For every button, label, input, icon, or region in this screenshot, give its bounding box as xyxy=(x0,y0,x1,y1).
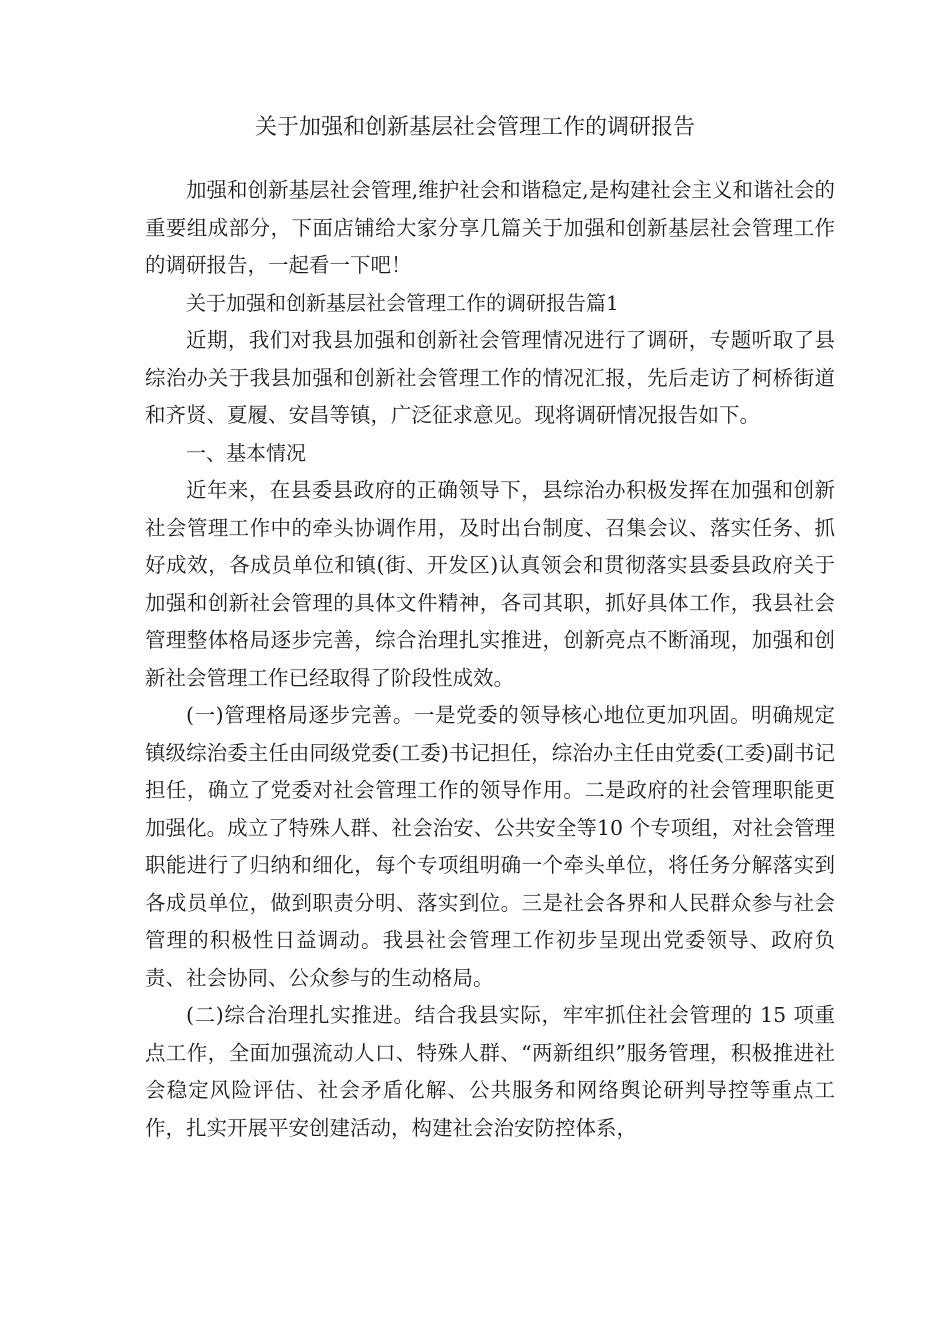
section-heading-part-1: 关于加强和创新基层社会管理工作的调研报告篇1 xyxy=(186,290,619,315)
intro-paragraph: 加强和创新基层社会管理,维护社会和谐稳定,是构建社会主义和谐社会的重要组成部分，下面店铺给大家分享几篇关于加强和创新基层社会管理工作的调研报告，一起看一下吧！ xyxy=(145,178,835,277)
body-paragraph: (一)管理格局逐步完善。一是党委的领导核心地位更加巩固。明确规定镇级综治委主任由同级党委(工委)书记担任，综治办主任由党委(工委)副书记担任，确立了党委对社会管理工作的领导作用。二是政府的社会管理职能更加强化。成立了特殊人群、社会治安、公共安全等10 个专项组，对社会管理职能进行了归纳和细化，每个专项组明确一个牵头单位，将任务分解落实到各成员单位，做到职责分明、落实到位。三是社会各界和人民群众参与社会管理的积极性日益调动。我县社会管理工作初步呈现出党委领导、政府负责、社会协同、公众参与的生动格局。 xyxy=(145,703,835,990)
body-paragraph: 近期，我们对我县加强和创新社会管理情况进行了调研，专题听取了县综治办关于我县加强和创新社会管理工作的情况汇报，先后走访了柯桥街道和齐贤、夏履、安昌等镇，广泛征求意见。现将调研情况报告如下。 xyxy=(145,328,835,427)
document-title: 关于加强和创新基层社会管理工作的调研报告 xyxy=(254,115,695,140)
section-heading-basic-situation: 一、基本情况 xyxy=(186,440,306,465)
document-body xyxy=(145,172,835,1147)
body-paragraph: (二)综合治理扎实推进。结合我县实际，牢牢抓住社会管理的 15 项重点工作，全面加强流动人口、特殊人群、“两新组织”服务管理，积极推进社会稳定风险评估、社会矛盾化解、公共服务和网络舆论研判导控等重点工作，扎实开展平安创建活动，构建社会治安防控体系， xyxy=(145,1003,835,1140)
body-paragraph: 近年来，在县委县政府的正确领导下，县综治办积极发挥在加强和创新社会管理工作中的牵头协调作用，及时出台制度、召集会议、落实任务、抓好成效，各成员单位和镇(街、开发区)认真领会和贯彻落实县委县政府关于加强和创新社会管理的具体文件精神，各司其职，抓好具体工作，我县社会管理整体格局逐步完善，综合治理扎实推进，创新亮点不断涌现，加强和创新社会管理工作已经取得了阶段性成效。 xyxy=(145,478,835,690)
